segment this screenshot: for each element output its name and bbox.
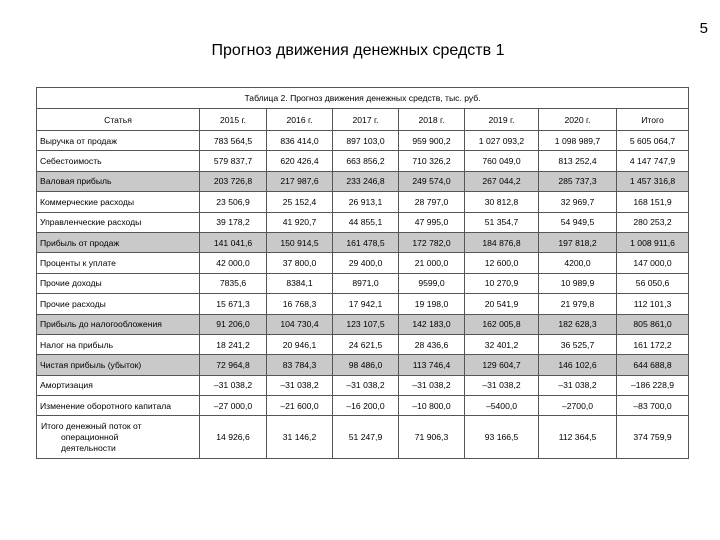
value-cell: 197 818,2 — [539, 232, 617, 252]
value-cell: 161 172,2 — [617, 334, 689, 354]
value-cell: 217 987,6 — [267, 171, 333, 191]
value-cell: 285 737,3 — [539, 171, 617, 191]
row-label: Чистая прибыль (убыток) — [37, 355, 200, 375]
value-cell: 663 856,2 — [333, 151, 399, 171]
header-cell: 2020 г. — [539, 109, 617, 131]
cash-flow-table — [36, 87, 689, 459]
row-label: Выручка от продаж — [37, 131, 200, 151]
page-title-text: Прогноз движения денежных средств 1 — [211, 42, 505, 59]
value-cell: 20 541,9 — [465, 294, 539, 314]
value-cell: 28 797,0 — [399, 192, 465, 212]
header-cell: 2015 г. — [200, 109, 267, 131]
value-cell: 91 206,0 — [200, 314, 267, 334]
table-row — [37, 151, 689, 171]
row-label: Проценты к уплате — [37, 253, 200, 273]
value-cell: 39 178,2 — [200, 212, 267, 232]
table-row — [37, 253, 689, 273]
value-cell: 71 906,3 — [399, 416, 465, 459]
row-label: Прочие расходы — [37, 294, 200, 314]
row-label: Валовая прибыль — [37, 171, 200, 191]
value-cell: 19 198,0 — [399, 294, 465, 314]
value-cell: 72 964,8 — [200, 355, 267, 375]
value-cell: 1 457 316,8 — [617, 171, 689, 191]
row-label: Изменение оборотного капитала — [37, 396, 200, 416]
value-cell: 21 000,0 — [399, 253, 465, 273]
value-cell: 112 101,3 — [617, 294, 689, 314]
row-label: Налог на прибыль — [37, 334, 200, 354]
value-cell: 5 605 064,7 — [617, 131, 689, 151]
value-cell: 644 688,8 — [617, 355, 689, 375]
value-cell: 620 426,4 — [267, 151, 333, 171]
value-cell: 4200,0 — [539, 253, 617, 273]
value-cell: 161 478,5 — [333, 232, 399, 252]
value-cell: 41 920,7 — [267, 212, 333, 232]
value-cell: 36 525,7 — [539, 334, 617, 354]
header-cell: 2018 г. — [399, 109, 465, 131]
value-cell: 29 400,0 — [333, 253, 399, 273]
header-cell: Итого — [617, 109, 689, 131]
value-cell: 579 837,7 — [200, 151, 267, 171]
value-cell: 783 564,5 — [200, 131, 267, 151]
value-cell: 56 050,6 — [617, 273, 689, 293]
header-cell: Статья — [37, 109, 200, 131]
value-cell: –31 038,2 — [399, 375, 465, 395]
value-cell: 147 000,0 — [617, 253, 689, 273]
value-cell: 112 364,5 — [539, 416, 617, 459]
total-row — [37, 416, 689, 459]
value-cell: 20 946,1 — [267, 334, 333, 354]
value-cell: 10 270,9 — [465, 273, 539, 293]
value-cell: 142 183,0 — [399, 314, 465, 334]
value-cell: 8971,0 — [333, 273, 399, 293]
row-label: Управленческие расходы — [37, 212, 200, 232]
value-cell: 44 855,1 — [333, 212, 399, 232]
value-cell: –2700,0 — [539, 396, 617, 416]
value-cell: 32 401,2 — [465, 334, 539, 354]
value-cell: 760 049,0 — [465, 151, 539, 171]
value-cell: 16 768,3 — [267, 294, 333, 314]
value-cell: 26 913,1 — [333, 192, 399, 212]
value-cell: 54 949,5 — [539, 212, 617, 232]
value-cell: –31 038,2 — [465, 375, 539, 395]
table-row — [37, 131, 689, 151]
value-cell: 168 151,9 — [617, 192, 689, 212]
value-cell: 32 969,7 — [539, 192, 617, 212]
value-cell: –10 800,0 — [399, 396, 465, 416]
value-cell: 104 730,4 — [267, 314, 333, 334]
table-row — [37, 192, 689, 212]
row-label: Прибыль до налогообложения — [37, 314, 200, 334]
row-label — [37, 416, 200, 459]
value-cell: 813 252,4 — [539, 151, 617, 171]
value-cell: 710 326,2 — [399, 151, 465, 171]
value-cell: 1 027 093,2 — [465, 131, 539, 151]
value-cell: 182 628,3 — [539, 314, 617, 334]
row-label-line: Итого денежный поток от — [41, 420, 142, 431]
value-cell: 31 146,2 — [267, 416, 333, 459]
value-cell: 10 989,9 — [539, 273, 617, 293]
row-label: Себестоимость — [37, 151, 200, 171]
value-cell: 7835,6 — [200, 273, 267, 293]
value-cell: 267 044,2 — [465, 171, 539, 191]
row-label: Прибыль от продаж — [37, 232, 200, 252]
value-cell: 233 246,8 — [333, 171, 399, 191]
value-cell: 12 600,0 — [465, 253, 539, 273]
value-cell: 1 008 911,6 — [617, 232, 689, 252]
value-cell: 203 726,8 — [200, 171, 267, 191]
row-label: Прочие доходы — [37, 273, 200, 293]
value-cell: 1 098 989,7 — [539, 131, 617, 151]
value-cell: 98 486,0 — [333, 355, 399, 375]
value-cell: –31 038,2 — [333, 375, 399, 395]
value-cell: 18 241,2 — [200, 334, 267, 354]
table-row — [37, 396, 689, 416]
value-cell: 162 005,8 — [465, 314, 539, 334]
value-cell: 15 671,3 — [200, 294, 267, 314]
value-cell: 141 041,6 — [200, 232, 267, 252]
value-cell: 249 574,0 — [399, 171, 465, 191]
value-cell: 805 861,0 — [617, 314, 689, 334]
value-cell: –21 600,0 — [267, 396, 333, 416]
header-cell: 2019 г. — [465, 109, 539, 131]
value-cell: 184 876,8 — [465, 232, 539, 252]
table-row — [37, 375, 689, 395]
value-cell: 17 942,1 — [333, 294, 399, 314]
row-label-line: деятельности — [61, 442, 116, 453]
value-cell: 83 784,3 — [267, 355, 333, 375]
value-cell: 42 000,0 — [200, 253, 267, 273]
value-cell: 47 995,0 — [399, 212, 465, 232]
value-cell: 4 147 747,9 — [617, 151, 689, 171]
value-cell: 93 166,5 — [465, 416, 539, 459]
value-cell: 129 604,7 — [465, 355, 539, 375]
value-cell: 959 900,2 — [399, 131, 465, 151]
value-cell: 28 436,6 — [399, 334, 465, 354]
table-row — [37, 355, 689, 375]
value-cell: 21 979,8 — [539, 294, 617, 314]
row-label: Коммерческие расходы — [37, 192, 200, 212]
table-row — [37, 232, 689, 252]
value-cell: –31 038,2 — [539, 375, 617, 395]
value-cell: 280 253,2 — [617, 212, 689, 232]
value-cell: 51 354,7 — [465, 212, 539, 232]
value-cell: 123 107,5 — [333, 314, 399, 334]
table-row — [37, 314, 689, 334]
value-cell: 836 414,0 — [267, 131, 333, 151]
value-cell: 150 914,5 — [267, 232, 333, 252]
header-cell: 2016 г. — [267, 109, 333, 131]
value-cell: –31 038,2 — [200, 375, 267, 395]
table-row — [37, 212, 689, 232]
value-cell: 9599,0 — [399, 273, 465, 293]
value-cell: 51 247,9 — [333, 416, 399, 459]
table-caption: Таблица 2. Прогноз движения денежных средств, тыс. руб. — [37, 88, 689, 109]
row-label-line: операционной — [61, 431, 119, 442]
page-number: 5 — [699, 20, 708, 37]
header-cell: 2017 г. — [333, 109, 399, 131]
table-row — [37, 171, 689, 191]
value-cell: 146 102,6 — [539, 355, 617, 375]
table-row — [37, 334, 689, 354]
value-cell: 30 812,8 — [465, 192, 539, 212]
table-row — [37, 273, 689, 293]
value-cell: –27 000,0 — [200, 396, 267, 416]
page-title — [0, 42, 720, 60]
value-cell: 23 506,9 — [200, 192, 267, 212]
value-cell: –5400,0 — [465, 396, 539, 416]
value-cell: –83 700,0 — [617, 396, 689, 416]
row-label: Амортизация — [37, 375, 200, 395]
value-cell: 113 746,4 — [399, 355, 465, 375]
value-cell: 8384,1 — [267, 273, 333, 293]
value-cell: 14 926,6 — [200, 416, 267, 459]
value-cell: 897 103,0 — [333, 131, 399, 151]
value-cell: 25 152,4 — [267, 192, 333, 212]
table-row — [37, 294, 689, 314]
value-cell: –186 228,9 — [617, 375, 689, 395]
value-cell: 24 621,5 — [333, 334, 399, 354]
value-cell: 172 782,0 — [399, 232, 465, 252]
value-cell: 374 759,9 — [617, 416, 689, 459]
value-cell: –16 200,0 — [333, 396, 399, 416]
value-cell: –31 038,2 — [267, 375, 333, 395]
value-cell: 37 800,0 — [267, 253, 333, 273]
